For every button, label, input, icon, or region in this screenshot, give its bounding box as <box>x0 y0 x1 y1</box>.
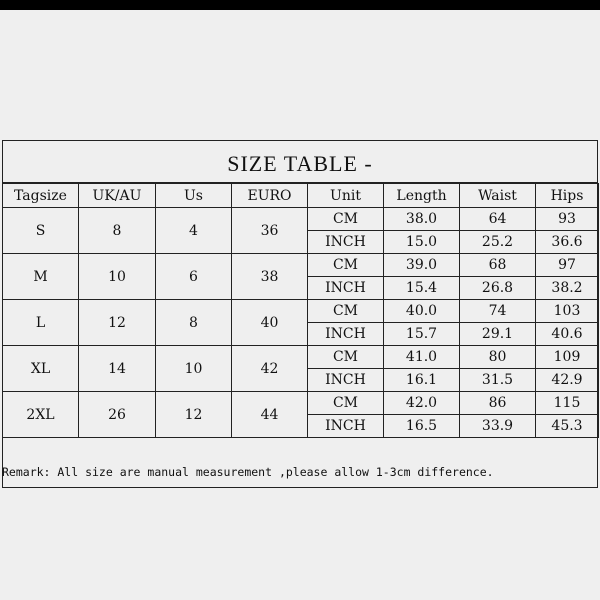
header-waist: Waist <box>460 184 536 208</box>
table-row <box>3 208 599 231</box>
cell-length: 16.5 <box>384 415 460 438</box>
cell-uk-au: 10 <box>79 254 156 300</box>
cell-length: 40.0 <box>384 300 460 323</box>
size-table <box>2 183 599 438</box>
cell-waist: 26.8 <box>460 277 536 300</box>
cell-length: 16.1 <box>384 369 460 392</box>
header-hips: Hips <box>536 184 599 208</box>
cell-us: 8 <box>156 300 232 346</box>
cell-unit: INCH <box>308 369 384 392</box>
top-black-bar <box>0 0 600 10</box>
table-row <box>3 300 599 323</box>
cell-length: 15.0 <box>384 231 460 254</box>
cell-euro: 40 <box>232 300 308 346</box>
cell-us: 10 <box>156 346 232 392</box>
cell-hips: 109 <box>536 346 599 369</box>
cell-unit: CM <box>308 300 384 323</box>
title-row <box>3 141 597 183</box>
cell-us: 4 <box>156 208 232 254</box>
cell-waist: 74 <box>460 300 536 323</box>
cell-unit: CM <box>308 254 384 277</box>
size-table-sheet <box>2 140 598 488</box>
cell-waist: 68 <box>460 254 536 277</box>
cell-unit: INCH <box>308 415 384 438</box>
cell-hips: 103 <box>536 300 599 323</box>
header-unit: Unit <box>308 184 384 208</box>
cell-hips: 38.2 <box>536 277 599 300</box>
cell-length: 42.0 <box>384 392 460 415</box>
cell-us: 12 <box>156 392 232 438</box>
header-uk-au: UK/AU <box>79 184 156 208</box>
cell-waist: 64 <box>460 208 536 231</box>
cell-unit: INCH <box>308 323 384 346</box>
cell-tagsize: XL <box>3 346 79 392</box>
cell-unit: CM <box>308 346 384 369</box>
header-euro: EURO <box>232 184 308 208</box>
cell-hips: 97 <box>536 254 599 277</box>
cell-length: 15.4 <box>384 277 460 300</box>
cell-waist: 86 <box>460 392 536 415</box>
cell-euro: 44 <box>232 392 308 438</box>
cell-hips: 36.6 <box>536 231 599 254</box>
cell-waist: 33.9 <box>460 415 536 438</box>
table-row <box>3 392 599 415</box>
cell-hips: 115 <box>536 392 599 415</box>
cell-length: 38.0 <box>384 208 460 231</box>
table-row <box>3 346 599 369</box>
cell-waist: 29.1 <box>460 323 536 346</box>
cell-uk-au: 12 <box>79 300 156 346</box>
cell-unit: CM <box>308 392 384 415</box>
cell-unit: INCH <box>308 231 384 254</box>
cell-waist: 80 <box>460 346 536 369</box>
cell-length: 39.0 <box>384 254 460 277</box>
cell-length: 41.0 <box>384 346 460 369</box>
header-length: Length <box>384 184 460 208</box>
table-row <box>3 254 599 277</box>
cell-hips: 93 <box>536 208 599 231</box>
header-tagsize: Tagsize <box>3 184 79 208</box>
cell-hips: 40.6 <box>536 323 599 346</box>
cell-tagsize: M <box>3 254 79 300</box>
table-title: SIZE TABLE - <box>227 150 373 176</box>
cell-euro: 36 <box>232 208 308 254</box>
cell-waist: 25.2 <box>460 231 536 254</box>
header-us: Us <box>156 184 232 208</box>
cell-euro: 38 <box>232 254 308 300</box>
cell-uk-au: 8 <box>79 208 156 254</box>
cell-unit: CM <box>308 208 384 231</box>
header-row <box>3 184 599 208</box>
cell-tagsize: S <box>3 208 79 254</box>
cell-hips: 42.9 <box>536 369 599 392</box>
cell-us: 6 <box>156 254 232 300</box>
cell-tagsize: L <box>3 300 79 346</box>
cell-unit: INCH <box>308 277 384 300</box>
cell-uk-au: 26 <box>79 392 156 438</box>
cell-uk-au: 14 <box>79 346 156 392</box>
cell-length: 15.7 <box>384 323 460 346</box>
remark-text: Remark: All size are manual measurement ,please allow 1-3cm difference. <box>2 465 494 479</box>
cell-tagsize: 2XL <box>3 392 79 438</box>
cell-euro: 42 <box>232 346 308 392</box>
cell-hips: 45.3 <box>536 415 599 438</box>
cell-waist: 31.5 <box>460 369 536 392</box>
